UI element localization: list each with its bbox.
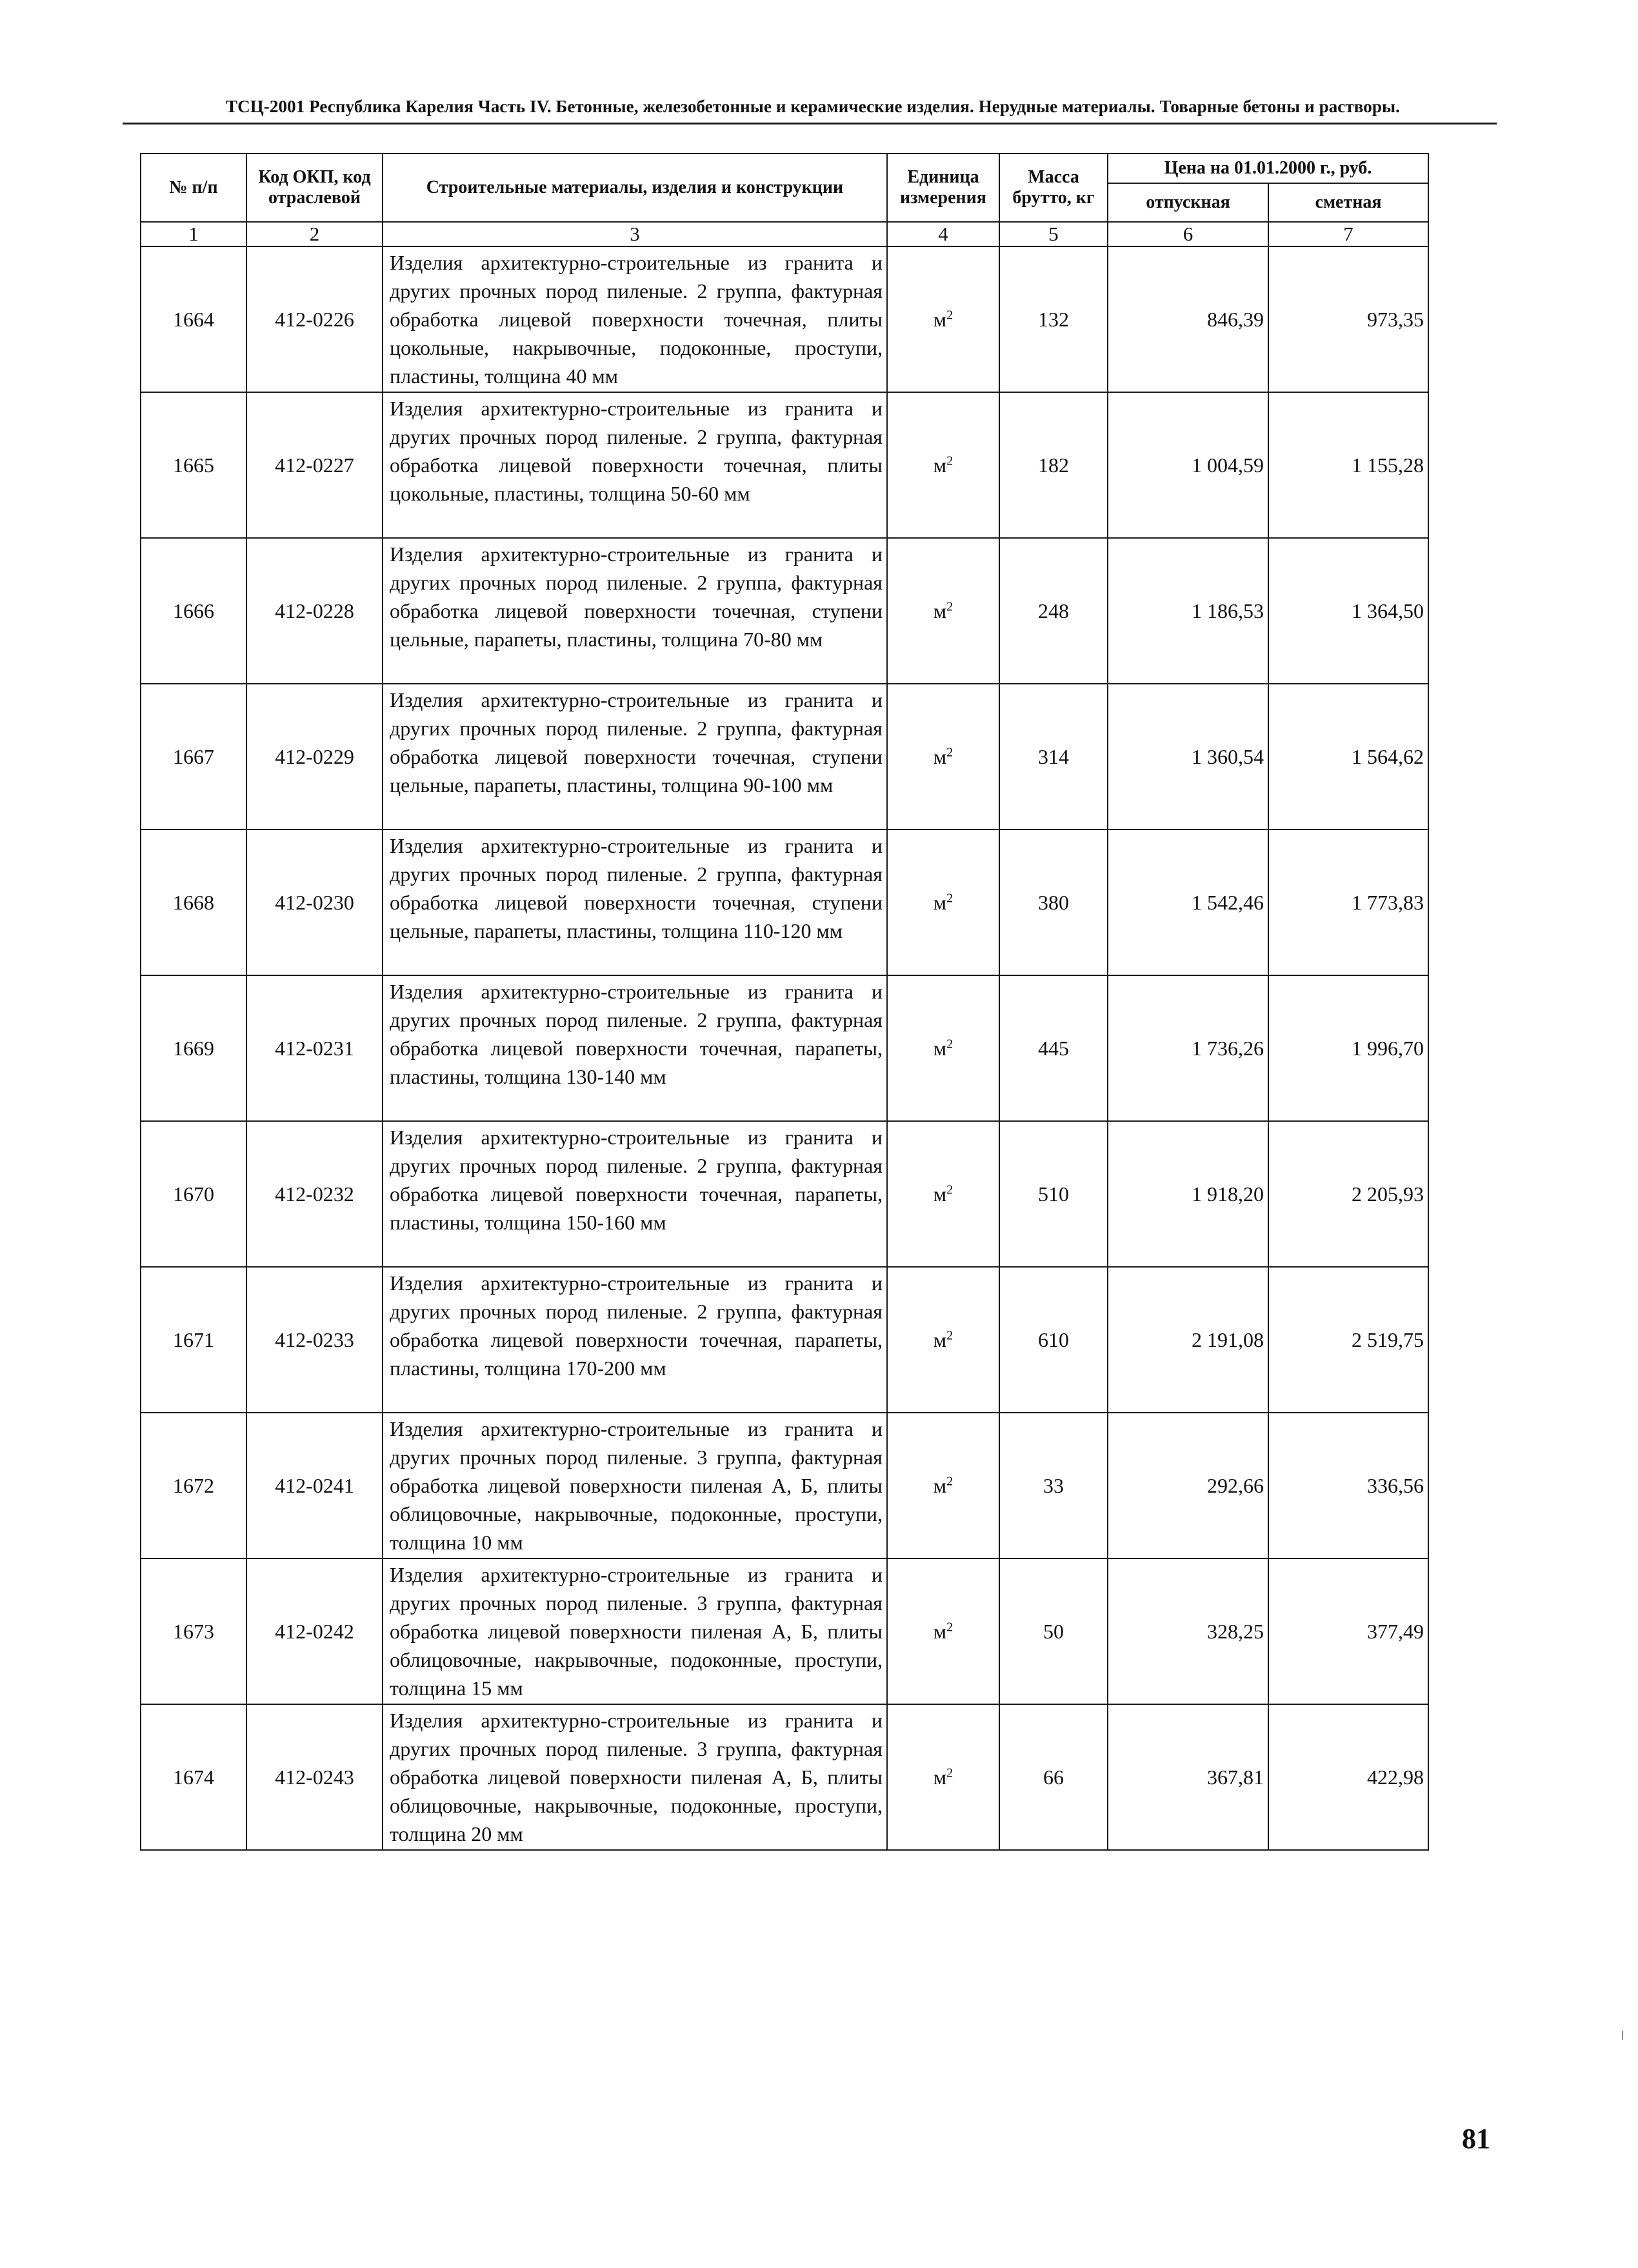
- unit-base: м: [933, 1328, 947, 1351]
- column-number: 6: [1108, 222, 1268, 246]
- unit-power: 2: [946, 1619, 954, 1634]
- material-description: Изделия архитектурно-строительные из гранита и других прочных пород пиленые. 3 группа, фактурная обработка лицевой поверхности пиленая А, Б, плиты облицовочные, накрывочные, подоконные, проступи, толщина 10 мм: [383, 1413, 887, 1558]
- okp-code: 412-0233: [246, 1267, 383, 1413]
- unit-base: м: [933, 1036, 947, 1060]
- row-number: 1664: [141, 246, 246, 392]
- gross-mass: 510: [999, 1121, 1108, 1267]
- unit-of-measure: [887, 538, 999, 684]
- material-description: Изделия архитектурно-строительные из гранита и других прочных пород пиленые. 2 группа, фактурная обработка лицевой поверхности точечная, парапеты, пластины, толщина 170-200 мм: [383, 1267, 887, 1413]
- okp-code: 412-0226: [246, 246, 383, 392]
- price-table-body: [141, 246, 1428, 1850]
- column-number: 7: [1268, 222, 1428, 246]
- release-price: 367,81: [1108, 1704, 1268, 1850]
- estimate-price: 2 205,93: [1268, 1121, 1428, 1267]
- unit-power: 2: [946, 1182, 954, 1197]
- table-row: [141, 538, 1428, 684]
- release-price: 1 736,26: [1108, 975, 1268, 1121]
- row-number: 1665: [141, 392, 246, 538]
- table-row: [141, 392, 1428, 538]
- column-number: 4: [887, 222, 999, 246]
- scan-speck: [1622, 2031, 1623, 2040]
- header-unit: Единица измерения: [887, 154, 999, 222]
- column-number: 2: [246, 222, 383, 246]
- row-number: 1668: [141, 830, 246, 975]
- estimate-price: 1 996,70: [1268, 975, 1428, 1121]
- material-description: Изделия архитектурно-строительные из гранита и других прочных пород пиленые. 3 группа, фактурная обработка лицевой поверхности пиленая А, Б, плиты облицовочные, накрывочные, подоконные, проступи, толщина 15 мм: [383, 1558, 887, 1704]
- unit-power: 2: [946, 1473, 954, 1488]
- unit-power: 2: [946, 1765, 954, 1780]
- row-number: 1667: [141, 684, 246, 830]
- unit-of-measure: [887, 392, 999, 538]
- unit-base: м: [933, 1182, 947, 1206]
- unit-base: м: [933, 1765, 947, 1789]
- gross-mass: 50: [999, 1558, 1108, 1704]
- material-description: Изделия архитектурно-строительные из гранита и других прочных пород пиленые. 2 группа, фактурная обработка лицевой поверхности точечная, ступени цельные, парапеты, пластины, толщина 90-100 мм: [383, 684, 887, 830]
- gross-mass: 132: [999, 246, 1108, 392]
- unit-base: м: [933, 453, 947, 477]
- unit-of-measure: [887, 684, 999, 830]
- unit-base: м: [933, 307, 947, 331]
- estimate-price: 1 155,28: [1268, 392, 1428, 538]
- header-num: № п/п: [141, 154, 246, 222]
- gross-mass: 33: [999, 1413, 1108, 1558]
- okp-code: 412-0243: [246, 1704, 383, 1850]
- header-okp-code: Код ОКП, код отраслевой: [246, 154, 383, 222]
- estimate-price: 336,56: [1268, 1413, 1428, 1558]
- gross-mass: 66: [999, 1704, 1108, 1850]
- estimate-price: 377,49: [1268, 1558, 1428, 1704]
- running-header: ТСЦ-2001 Республика Карелия Часть IV. Бетонные, железобетонные и керамические изделия. Нерудные материалы. Товарные бетоны и растворы.: [226, 97, 1400, 116]
- unit-base: м: [933, 1619, 947, 1643]
- table-row: [141, 1121, 1428, 1267]
- header-rule: [123, 123, 1497, 124]
- column-number: 3: [383, 222, 887, 246]
- release-price: 846,39: [1108, 246, 1268, 392]
- estimate-price: 1 773,83: [1268, 830, 1428, 975]
- table-row: [141, 975, 1428, 1121]
- unit-base: м: [933, 1473, 947, 1497]
- unit-power: 2: [946, 744, 954, 759]
- row-number: 1669: [141, 975, 246, 1121]
- unit-power: 2: [946, 890, 954, 905]
- unit-of-measure: [887, 246, 999, 392]
- estimate-price: 973,35: [1268, 246, 1428, 392]
- row-number: 1673: [141, 1558, 246, 1704]
- unit-of-measure: [887, 1413, 999, 1558]
- unit-power: 2: [946, 453, 954, 468]
- unit-power: 2: [946, 1036, 954, 1051]
- table-row: [141, 684, 1428, 830]
- gross-mass: 182: [999, 392, 1108, 538]
- gross-mass: 445: [999, 975, 1108, 1121]
- estimate-price: 1 564,62: [1268, 684, 1428, 830]
- material-description: Изделия архитектурно-строительные из гранита и других прочных пород пиленые. 2 группа, фактурная обработка лицевой поверхности точечная, парапеты, пластины, толщина 130-140 мм: [383, 975, 887, 1121]
- unit-base: м: [933, 890, 947, 914]
- estimate-price: 422,98: [1268, 1704, 1428, 1850]
- row-number: 1666: [141, 538, 246, 684]
- okp-code: 412-0229: [246, 684, 383, 830]
- unit-of-measure: [887, 975, 999, 1121]
- release-price: 1 360,54: [1108, 684, 1268, 830]
- okp-code: 412-0228: [246, 538, 383, 684]
- header-price-group: Цена на 01.01.2000 г., руб.: [1108, 154, 1428, 183]
- okp-code: 412-0231: [246, 975, 383, 1121]
- unit-of-measure: [887, 1121, 999, 1267]
- material-description: Изделия архитектурно-строительные из гранита и других прочных пород пиленые. 2 группа, фактурная обработка лицевой поверхности точечная, парапеты, пластины, толщина 150-160 мм: [383, 1121, 887, 1267]
- unit-power: 2: [946, 1328, 954, 1342]
- column-number: 1: [141, 222, 246, 246]
- unit-power: 2: [946, 599, 954, 613]
- okp-code: 412-0230: [246, 830, 383, 975]
- row-number: 1670: [141, 1121, 246, 1267]
- column-number: 5: [999, 222, 1108, 246]
- release-price: 292,66: [1108, 1413, 1268, 1558]
- release-price: 328,25: [1108, 1558, 1268, 1704]
- release-price: 1 542,46: [1108, 830, 1268, 975]
- unit-base: м: [933, 744, 947, 768]
- table-row: [141, 1558, 1428, 1704]
- release-price: 1 186,53: [1108, 538, 1268, 684]
- table-row: [141, 1704, 1428, 1850]
- gross-mass: 380: [999, 830, 1108, 975]
- unit-of-measure: [887, 1558, 999, 1704]
- okp-code: 412-0242: [246, 1558, 383, 1704]
- page-number: 81: [1462, 2123, 1490, 2154]
- table-row: [141, 830, 1428, 975]
- header-mass: Масса брутто, кг: [999, 154, 1108, 222]
- okp-code: 412-0227: [246, 392, 383, 538]
- estimate-price: 2 519,75: [1268, 1267, 1428, 1413]
- release-price: 1 004,59: [1108, 392, 1268, 538]
- estimate-price: 1 364,50: [1268, 538, 1428, 684]
- header-material: Строительные материалы, изделия и конструкции: [383, 154, 887, 222]
- unit-of-measure: [887, 1267, 999, 1413]
- material-description: Изделия архитектурно-строительные из гранита и других прочных пород пиленые. 2 группа, фактурная обработка лицевой поверхности точечная, ступени цельные, парапеты, пластины, толщина 70-80 мм: [383, 538, 887, 684]
- release-price: 2 191,08: [1108, 1267, 1268, 1413]
- material-description: Изделия архитектурно-строительные из гранита и других прочных пород пиленые. 2 группа, фактурная обработка лицевой поверхности точечная, ступени цельные, парапеты, пластины, толщина 110-120 мм: [383, 830, 887, 975]
- material-description: Изделия архитектурно-строительные из гранита и других прочных пород пиленые. 2 группа, фактурная обработка лицевой поверхности точечная, плиты цокольные, накрывочные, подоконные, проступи, пластины, толщина 40 мм: [383, 246, 887, 392]
- gross-mass: 314: [999, 684, 1108, 830]
- row-number: 1674: [141, 1704, 246, 1850]
- unit-of-measure: [887, 830, 999, 975]
- table-row: [141, 1267, 1428, 1413]
- unit-base: м: [933, 599, 947, 622]
- okp-code: 412-0232: [246, 1121, 383, 1267]
- gross-mass: 610: [999, 1267, 1108, 1413]
- material-description: Изделия архитектурно-строительные из гранита и других прочных пород пиленые. 2 группа, фактурная обработка лицевой поверхности точечная, плиты цокольные, пластины, толщина 50-60 мм: [383, 392, 887, 538]
- row-number: 1672: [141, 1413, 246, 1558]
- gross-mass: 248: [999, 538, 1108, 684]
- okp-code: 412-0241: [246, 1413, 383, 1558]
- header-price-release: отпускная: [1108, 183, 1268, 222]
- material-description: Изделия архитектурно-строительные из гранита и других прочных пород пиленые. 3 группа, фактурная обработка лицевой поверхности пиленая А, Б, плиты облицовочные, накрывочные, подоконные, проступи, толщина 20 мм: [383, 1704, 887, 1850]
- release-price: 1 918,20: [1108, 1121, 1268, 1267]
- column-number-row: [141, 222, 1428, 246]
- table-row: [141, 1413, 1428, 1558]
- unit-power: 2: [946, 307, 954, 322]
- unit-of-measure: [887, 1704, 999, 1850]
- header-price-estimate: сметная: [1268, 183, 1428, 222]
- price-table: [140, 153, 1429, 1851]
- table-row: [141, 246, 1428, 392]
- row-number: 1671: [141, 1267, 246, 1413]
